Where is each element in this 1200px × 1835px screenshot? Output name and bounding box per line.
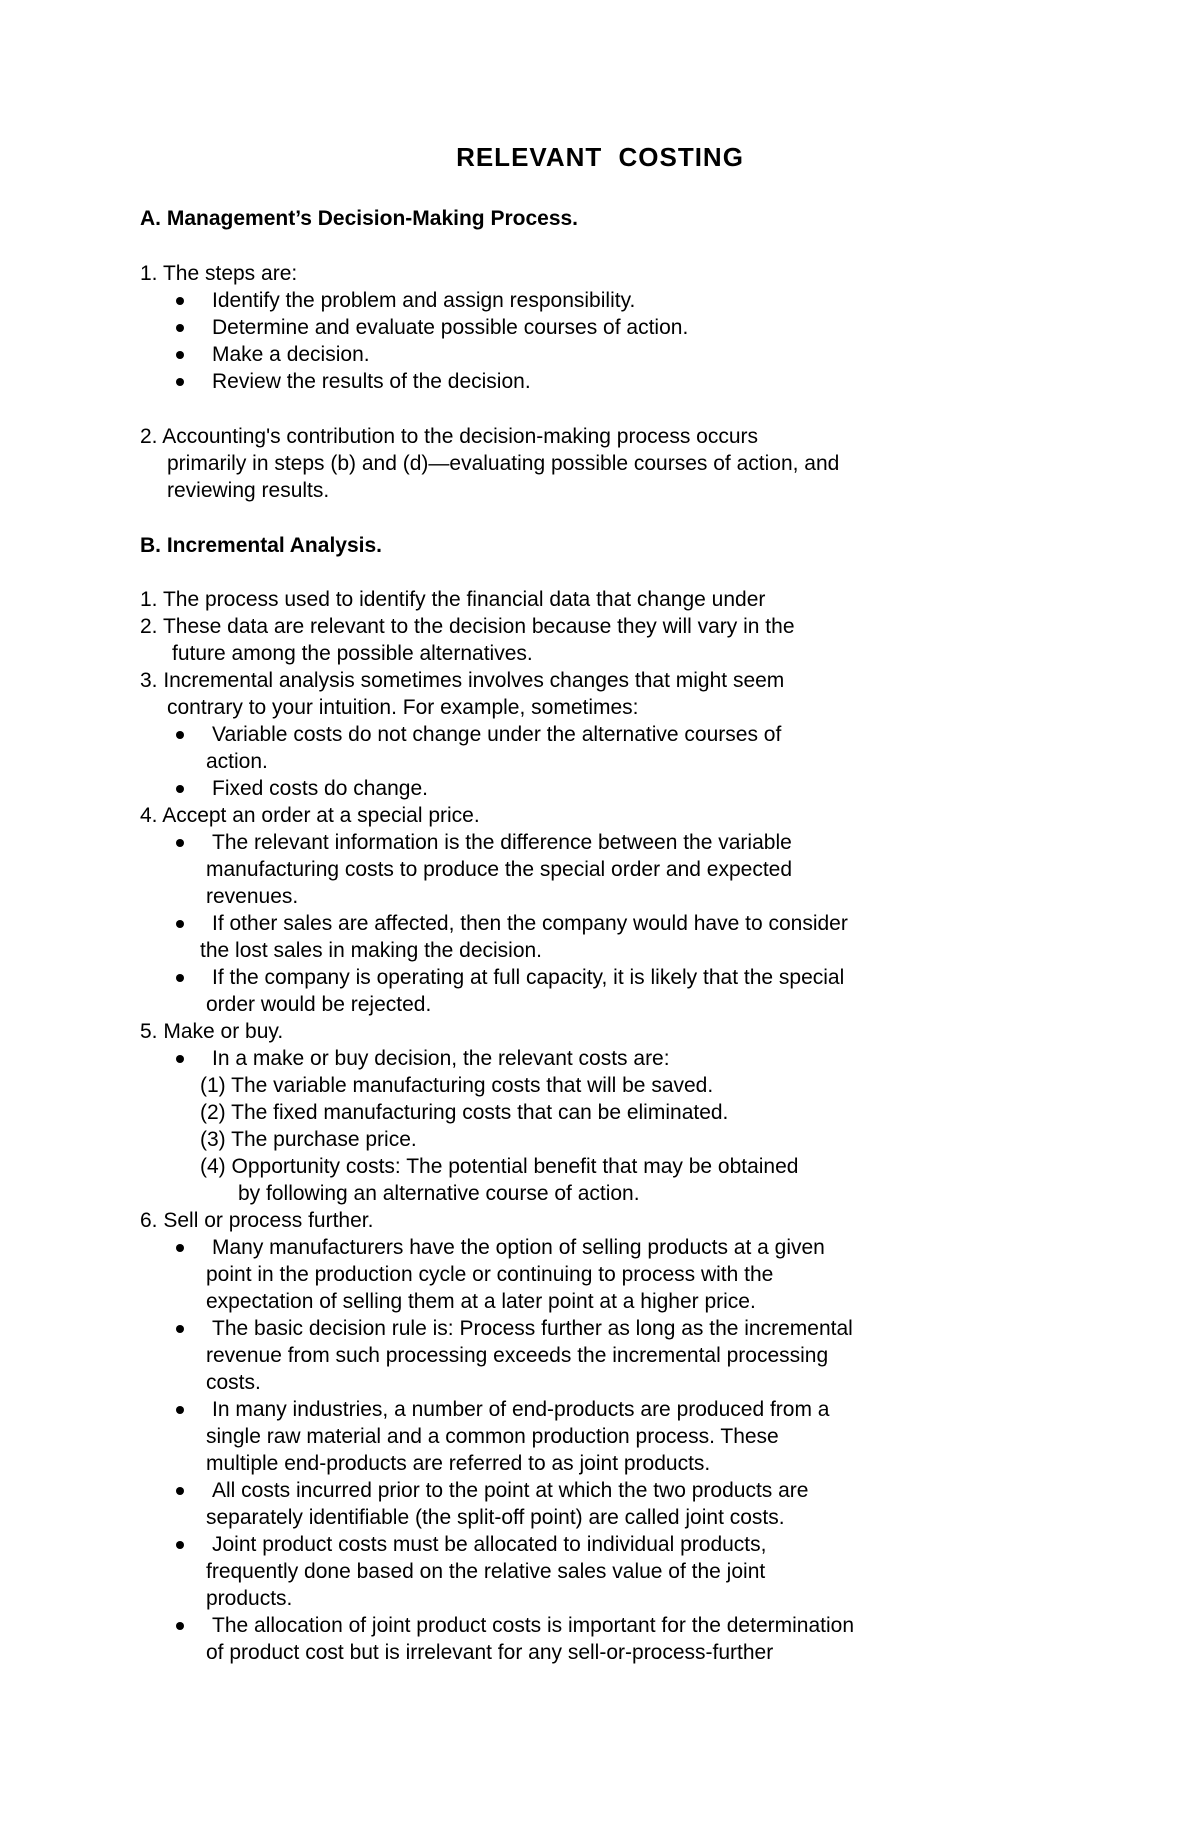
section-a-item-2-cont: reviewing results. — [167, 479, 330, 502]
list-item: The allocation of joint product costs is important for the determination — [212, 1614, 854, 1637]
section-b-item-3-cont: contrary to your intuition. For example, sometimes: — [167, 696, 639, 719]
bullet-marker — [176, 324, 184, 332]
bullet-marker — [176, 1487, 184, 1495]
list-item: If the company is operating at full capacity, it is likely that the special — [212, 966, 845, 989]
section-a-item-2-cont: primarily in steps (b) and (d)—evaluating possible courses of action, and — [167, 452, 840, 475]
page-title: RELEVANT COSTING — [456, 142, 744, 172]
list-item: All costs incurred prior to the point at which the two products are — [212, 1479, 809, 1502]
list-item: The basic decision rule is: Process further as long as the incremental — [212, 1317, 853, 1340]
section-b-item-6: 6. Sell or process further. — [140, 1209, 374, 1232]
sub-list-item: (2) The fixed manufacturing costs that can be eliminated. — [200, 1101, 729, 1124]
section-a-heading: A. Management’s Decision-Making Process. — [140, 207, 579, 230]
list-item-cont: separately identifiable (the split-off point) are called joint costs. — [206, 1506, 785, 1529]
bullet-marker — [176, 297, 184, 305]
section-a-item-1: 1. The steps are: — [140, 262, 298, 285]
list-item-cont: products. — [206, 1587, 293, 1610]
section-b-item-1: 1. The process used to identify the financial data that change under — [140, 588, 766, 611]
bullet-marker — [176, 920, 184, 928]
sub-list-item-cont: by following an alternative course of action. — [238, 1182, 640, 1205]
list-item: Fixed costs do change. — [212, 777, 428, 800]
section-b-item-2: 2. These data are relevant to the decision because they will vary in the — [140, 615, 795, 638]
list-item: Determine and evaluate possible courses of action. — [212, 316, 689, 339]
bullet-marker — [176, 974, 184, 982]
list-item-cont: the lost sales in making the decision. — [200, 939, 543, 962]
section-b-item-4: 4. Accept an order at a special price. — [140, 804, 480, 827]
bullet-marker — [176, 1055, 184, 1063]
list-item: Joint product costs must be allocated to individual products, — [212, 1533, 767, 1556]
list-item-cont: point in the production cycle or continuing to process with the — [206, 1263, 774, 1286]
section-b-item-2-cont: future among the possible alternatives. — [172, 642, 533, 665]
bullet-marker — [176, 351, 184, 359]
sub-list-item: (3) The purchase price. — [200, 1128, 417, 1151]
bullet-marker — [176, 1325, 184, 1333]
bullet-marker — [176, 378, 184, 386]
sub-list-item: (4) Opportunity costs: The potential benefit that may be obtained — [200, 1155, 799, 1178]
list-item-cont: order would be rejected. — [206, 993, 432, 1016]
list-item: In a make or buy decision, the relevant costs are: — [212, 1047, 670, 1070]
list-item: Make a decision. — [212, 343, 370, 366]
list-item: Variable costs do not change under the alternative courses of — [212, 723, 782, 746]
bullet-marker — [176, 839, 184, 847]
list-item: Review the results of the decision. — [212, 370, 531, 393]
list-item-cont: revenue from such processing exceeds the incremental processing — [206, 1344, 829, 1367]
list-item-cont: multiple end-products are referred to as joint products. — [206, 1452, 711, 1475]
bullet-marker — [176, 785, 184, 793]
list-item: Many manufacturers have the option of selling products at a given — [212, 1236, 825, 1259]
list-item-cont: single raw material and a common production process. These — [206, 1425, 779, 1448]
bullet-marker — [176, 731, 184, 739]
list-item: If other sales are affected, then the company would have to consider — [212, 912, 848, 935]
list-item-cont: expectation of selling them at a later point at a higher price. — [206, 1290, 756, 1313]
sub-list-item: (1) The variable manufacturing costs that will be saved. — [200, 1074, 714, 1097]
list-item-cont: revenues. — [206, 885, 299, 908]
section-a-item-2: 2. Accounting's contribution to the decision-making process occurs — [140, 425, 759, 448]
list-item: In many industries, a number of end-products are produced from a — [212, 1398, 830, 1421]
section-b-item-3: 3. Incremental analysis sometimes involves changes that might seem — [140, 669, 785, 692]
list-item-cont: action. — [206, 750, 268, 773]
list-item-cont: costs. — [206, 1371, 261, 1394]
list-item-cont: manufacturing costs to produce the special order and expected — [206, 858, 793, 881]
list-item: Identify the problem and assign responsibility. — [212, 289, 636, 312]
list-item: The relevant information is the difference between the variable — [212, 831, 792, 854]
section-b-heading: B. Incremental Analysis. — [140, 534, 382, 557]
list-item-cont: of product cost but is irrelevant for any sell-or-process-further — [206, 1641, 774, 1664]
bullet-marker — [176, 1622, 184, 1630]
bullet-marker — [176, 1406, 184, 1414]
section-b-item-5: 5. Make or buy. — [140, 1020, 284, 1043]
bullet-marker — [176, 1541, 184, 1549]
list-item-cont: frequently done based on the relative sales value of the joint — [206, 1560, 766, 1583]
bullet-marker — [176, 1244, 184, 1252]
